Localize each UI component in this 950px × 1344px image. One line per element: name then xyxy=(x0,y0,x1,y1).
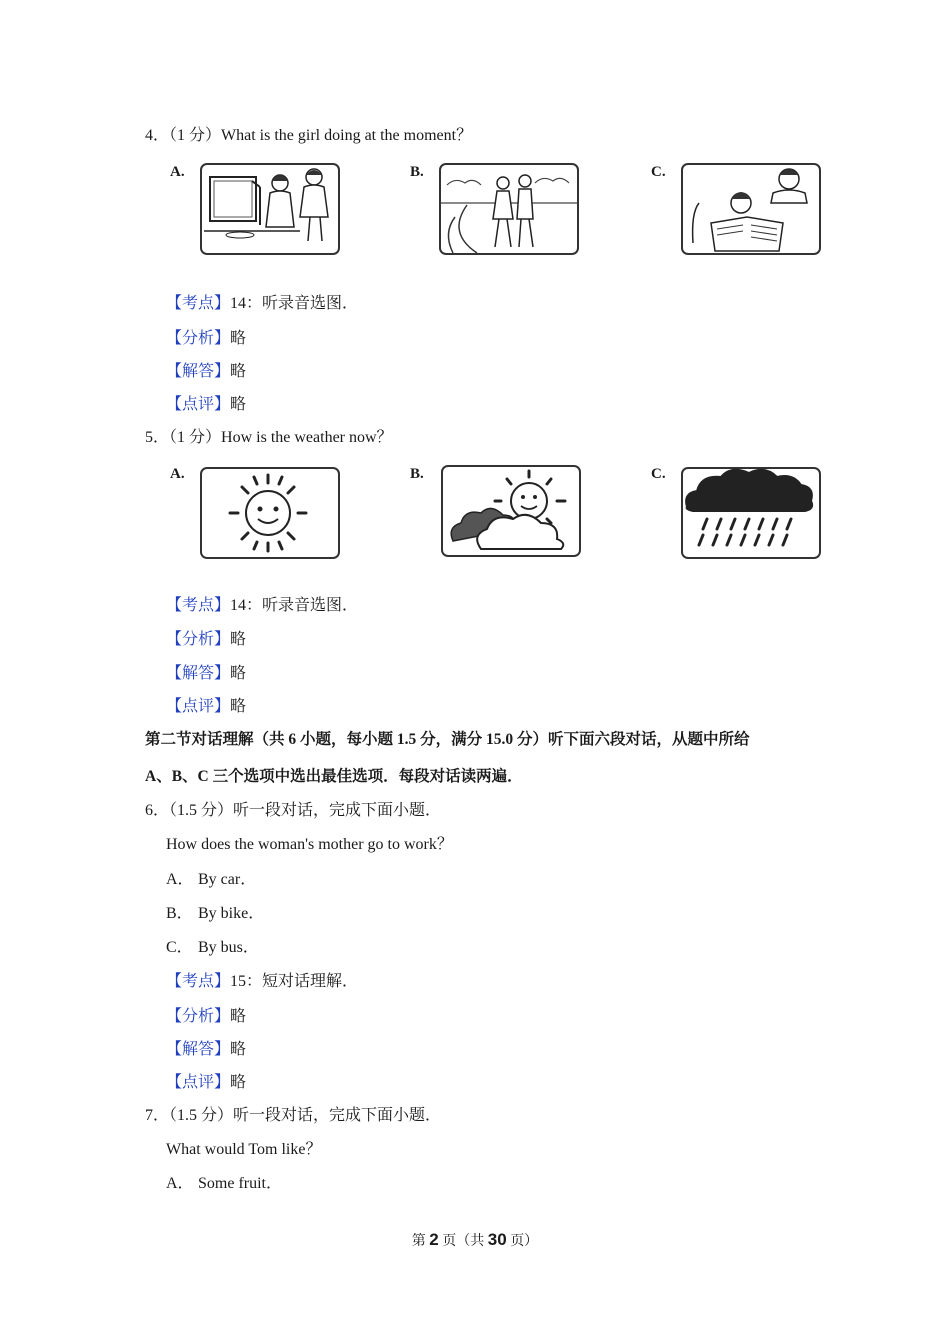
choice-text: Some fruit． xyxy=(198,1175,282,1192)
footer-pre: 第 xyxy=(411,1234,430,1249)
rainy-icon[interactable] xyxy=(681,467,823,561)
q4-note-fenxi xyxy=(166,329,246,349)
q6-points: （1.5 分） xyxy=(169,802,234,819)
partly-cloudy-icon[interactable] xyxy=(441,465,583,559)
note-tag: 【解答】 xyxy=(166,363,231,380)
note-text: 略 xyxy=(230,631,247,648)
q6-note-kaodian xyxy=(166,972,358,992)
q7-points: （1.5 分） xyxy=(169,1107,234,1124)
q4-option-a-letter: A. xyxy=(170,164,185,180)
q4-note-jieda xyxy=(166,362,246,382)
note-tag: 【点评】 xyxy=(166,396,231,413)
choice-label: A． xyxy=(166,871,194,888)
q5-question: How is the weather now？ xyxy=(221,429,393,446)
q6-choice-b[interactable] xyxy=(166,904,264,924)
note-tag: 【分析】 xyxy=(166,1008,231,1025)
note-tag: 【考点】 xyxy=(166,973,231,990)
q4-option-b-letter: B. xyxy=(410,164,424,180)
q7-choice-a[interactable] xyxy=(166,1174,282,1194)
q5-note-dianping xyxy=(166,697,246,717)
q6-number: 6． xyxy=(145,802,170,819)
note-tag: 【考点】 xyxy=(166,597,231,614)
girl-computer-icon[interactable] xyxy=(200,163,342,257)
girl-newspaper-icon[interactable] xyxy=(681,163,823,257)
q7-question: What would Tom like？ xyxy=(166,1141,322,1158)
note-text: 略 xyxy=(230,698,247,715)
note-tag: 【分析】 xyxy=(166,330,231,347)
q4-note-kaodian xyxy=(166,294,358,314)
q6-heading xyxy=(145,801,441,821)
q5-note-fenxi xyxy=(166,630,246,650)
couple-walking-icon[interactable] xyxy=(439,163,581,257)
choice-label: A． xyxy=(166,1175,194,1192)
note-text: 略 xyxy=(230,1074,247,1091)
page-footer xyxy=(0,1230,950,1250)
q4-note-dianping xyxy=(166,395,246,415)
note-text: 略 xyxy=(230,1041,247,1058)
q6-question: How does the woman's mother go to work？ xyxy=(166,836,453,853)
q4-option-c-letter: C. xyxy=(651,164,666,180)
q6-note-fenxi xyxy=(166,1007,246,1027)
note-tag: 【点评】 xyxy=(166,1074,231,1091)
note-text: 略 xyxy=(230,396,247,413)
section2-heading-line2: A、B、C 三个选项中选出最佳选项．每段对话读两遍． xyxy=(145,768,523,785)
q6-note-dianping xyxy=(166,1073,246,1093)
q6-choice-a[interactable] xyxy=(166,870,256,890)
footer-total-pages: 30 xyxy=(487,1230,507,1249)
q5-note-jieda xyxy=(166,664,246,684)
q5-option-b-letter: B. xyxy=(410,466,424,482)
q6-instruction: 听一段对话，完成下面小题． xyxy=(233,802,442,819)
note-text: 略 xyxy=(230,330,247,347)
q6-choice-c[interactable] xyxy=(166,938,259,958)
note-text: 略 xyxy=(230,1008,247,1025)
note-text: 14：听录音选图． xyxy=(230,295,359,312)
choice-text: By car． xyxy=(198,871,257,888)
q7-instruction: 听一段对话，完成下面小题． xyxy=(233,1107,442,1124)
note-text: 略 xyxy=(230,363,247,380)
q4-heading xyxy=(145,126,472,146)
note-tag: 【考点】 xyxy=(166,295,231,312)
q5-option-a-letter: A. xyxy=(170,466,185,482)
q6-note-jieda xyxy=(166,1040,246,1060)
q4-points: （1 分） xyxy=(169,127,222,144)
choice-label: B． xyxy=(166,905,193,922)
note-tag: 【点评】 xyxy=(166,698,231,715)
note-text: 略 xyxy=(230,665,247,682)
sunny-icon[interactable] xyxy=(200,467,342,561)
footer-page-number: 2 xyxy=(429,1230,439,1249)
footer-mid: 页（共 xyxy=(438,1234,488,1249)
note-tag: 【解答】 xyxy=(166,665,231,682)
q5-points: （1 分） xyxy=(169,429,222,446)
q5-option-c-letter: C. xyxy=(651,466,666,482)
note-text: 14：听录音选图． xyxy=(230,597,359,614)
footer-post: 页） xyxy=(506,1234,539,1249)
q7-heading xyxy=(145,1106,441,1126)
q4-number: 4． xyxy=(145,127,170,144)
q4-question: What is the girl doing at the moment？ xyxy=(221,127,473,144)
section2-heading-line1: 第二节对话理解（共 6 小题，每小题 1.5 分，满分 15.0 分）听下面六段对话，从题中所给 xyxy=(145,731,750,748)
q5-number: 5． xyxy=(145,429,170,446)
choice-text: By bike． xyxy=(198,905,265,922)
note-tag: 【解答】 xyxy=(166,1041,231,1058)
q7-number: 7． xyxy=(145,1107,170,1124)
note-tag: 【分析】 xyxy=(166,631,231,648)
choice-label: C． xyxy=(166,939,193,956)
q5-note-kaodian xyxy=(166,596,358,616)
q5-heading xyxy=(145,428,393,448)
choice-text: By bus． xyxy=(198,939,259,956)
note-text: 15：短对话理解． xyxy=(230,973,359,990)
